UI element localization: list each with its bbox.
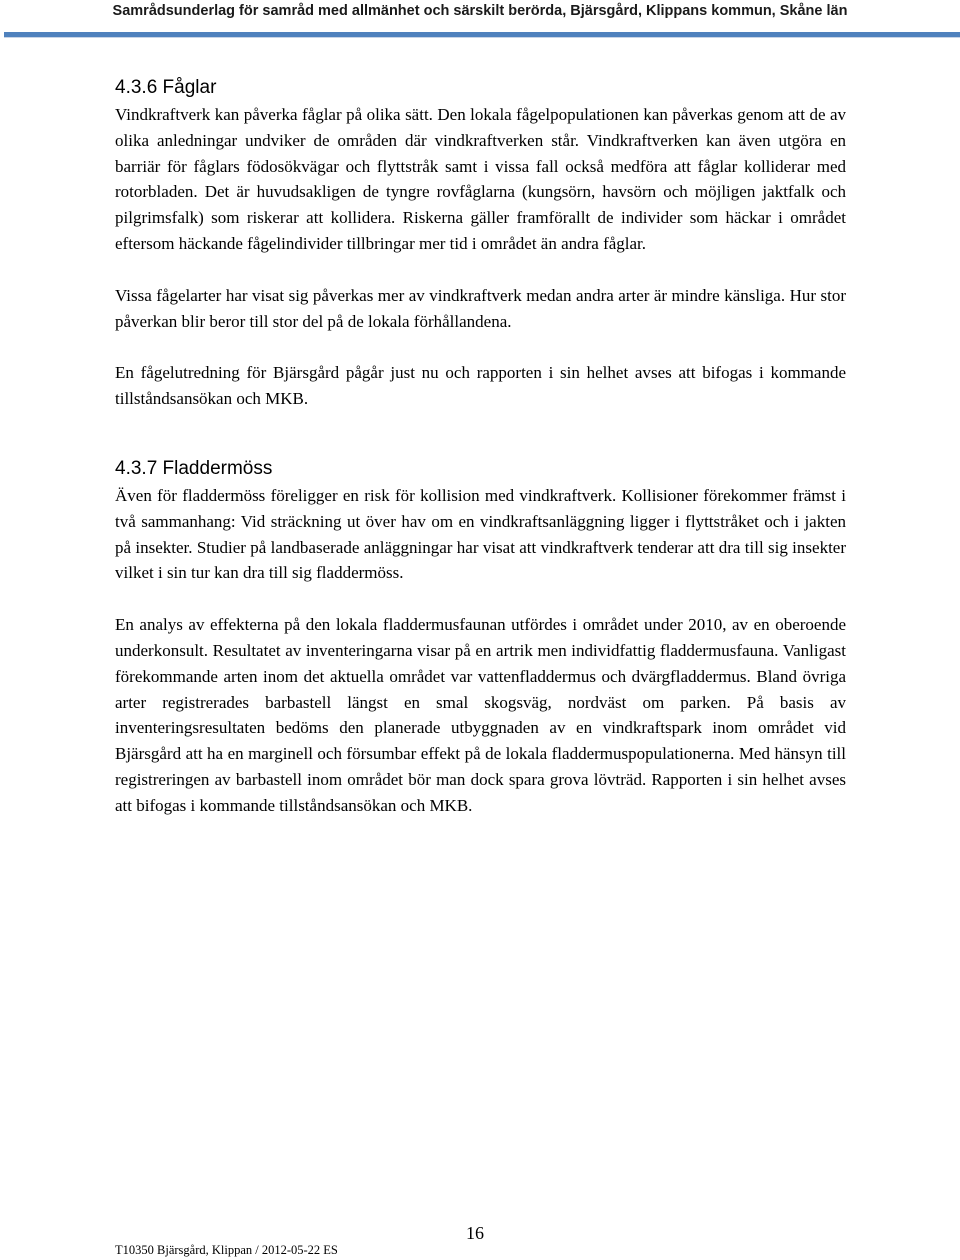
- section-fladdermoss: [115, 455, 846, 819]
- footer-reference: T10350 Bjärsgård, Klippan / 2012-05-22 ES: [115, 1243, 338, 1257]
- document-body: [115, 74, 846, 819]
- paragraph: En fågelutredning för Bjärsgård pågår just nu och rapporten i sin helhet avses att bifogas i kommande tillståndsansökan och MKB.: [115, 363, 846, 409]
- paragraph: Även för fladdermöss föreligger en risk för kollision med vindkraftverk. Kollisioner förekommer främst i två sammanhang: Vid sträckning ut över hav om en vindkraftsanläggning ligger i flyttstråket och i jakten på insekter. Studier på landbaserade anläggningar har visat att vindkraftverk tenderar att dra till sig insekter vilket i sin tur kan dra till sig fladdermöss.: [115, 485, 846, 583]
- section-heading-faglar: 4.3.6 Fåglar: [115, 77, 217, 98]
- paragraph: En analys av effekterna på den lokala fladdermusfaunan utfördes i området under 2010, av en oberoende underkonsult. Resultatet av inventeringarna visar på en artrik men individfattig fladdermusfauna. Vanligast förekommande arten inom det aktuella området var vattenfladdermus och dvärgfladdermus. Bland övriga arter registrerades barbastell längst en smal skogsväg, nordväst om parken. På basis av inventeringsresultaten bedöms den planerade utbyggnaden av en vindkraftspark inom området vid Bjärsgård att ha en marginell och försumbar effekt på de lokala fladdermuspopulationerna. Med hänsyn till registreringen av barbastell inom området bör man dock spara grova lövträd. Rapporten i sin helhet avses att bifogas i kommande tillståndsansökan och MKB.: [115, 615, 846, 815]
- paragraph: Vissa fågelarter har visat sig påverkas mer av vindkraftverk medan andra arter är mindre känsliga. Hur stor påverkan blir beror till stor del på de lokala förhållandena.: [115, 285, 846, 331]
- paragraph: Vindkraftverk kan påverka fåglar på olika sätt. Den lokala fågelpopulationen kan påverkas genom att de av olika anledningar undviker de områden där vindkraftverken står. Vindkraftverken kan även utgöra en barriär för fåglars födosökvägar och flyttstråk samt i vissa fall också medföra att fåglar kolliderar med rotorbladen. Det är huvudsakligen de tyngre rovfåglarna (kungsörn, havsörn och möjligen jaktfalk och pilgrimsfalk) som riskerar att kollidera. Riskerna gäller framförallt de individer som häckar i området eftersom häckande fågelindivider tillbringar mer tid i området än andra fåglar.: [115, 105, 846, 253]
- header-rule: [4, 32, 960, 38]
- page-number: 16: [466, 1223, 484, 1243]
- section-heading-fladdermoss: 4.3.7 Fladdermöss: [115, 457, 273, 479]
- section-faglar: [115, 74, 846, 412]
- running-header: Samrådsunderlag för samråd med allmänhet och särskilt berörda, Bjärsgård, Klippans kommun, Skåne län: [112, 3, 848, 19]
